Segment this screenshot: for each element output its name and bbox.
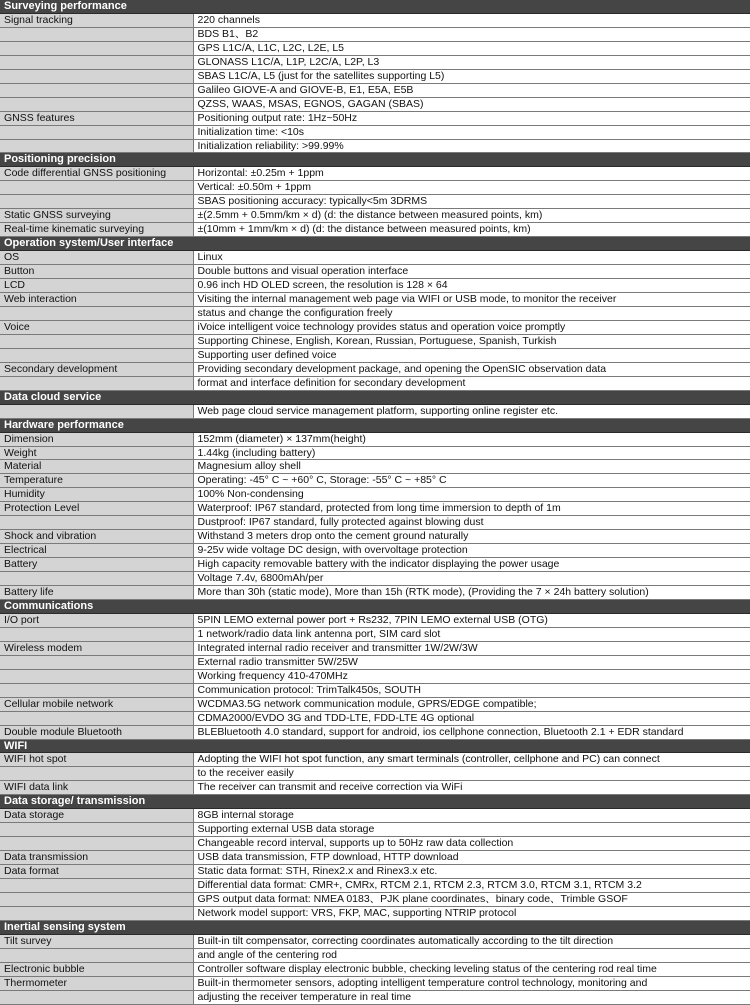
spec-label	[0, 837, 193, 851]
spec-label	[0, 69, 193, 83]
spec-label: Shock and vibration	[0, 530, 193, 544]
spec-label: OS	[0, 251, 193, 265]
spec-value: Horizontal: ±0.25m + 1ppm	[193, 167, 750, 181]
spec-label	[0, 376, 193, 390]
spec-row	[0, 460, 750, 474]
section-title: Data cloud service	[0, 390, 750, 404]
section-header	[0, 237, 750, 251]
spec-row	[0, 516, 750, 530]
spec-value: Controller software display electronic bubble, checking leveling status of the centering rod real time	[193, 962, 750, 976]
spec-label	[0, 683, 193, 697]
spec-label	[0, 669, 193, 683]
spec-label: Code differential GNSS positioning	[0, 167, 193, 181]
spec-label: Battery	[0, 558, 193, 572]
spec-label	[0, 767, 193, 781]
spec-value: status and change the configuration freely	[193, 306, 750, 320]
section-title: Operation system/User interface	[0, 237, 750, 251]
spec-row	[0, 781, 750, 795]
spec-label: Web interaction	[0, 293, 193, 307]
spec-row	[0, 27, 750, 41]
spec-label: Data format	[0, 865, 193, 879]
spec-value: Voltage 7.4v, 6800mAh/per	[193, 572, 750, 586]
spec-label	[0, 572, 193, 586]
spec-label	[0, 906, 193, 920]
spec-label	[0, 627, 193, 641]
spec-row	[0, 293, 750, 307]
spec-value: CDMA2000/EVDO 3G and TDD-LTE, FDD-LTE 4G optional	[193, 711, 750, 725]
spec-row	[0, 865, 750, 879]
spec-label	[0, 181, 193, 195]
spec-row	[0, 544, 750, 558]
spec-row	[0, 83, 750, 97]
section-title: Communications	[0, 599, 750, 613]
spec-label: WIFI data link	[0, 781, 193, 795]
spec-value: ±(2.5mm + 0.5mm/km × d) (d: the distance between measured points, km)	[193, 209, 750, 223]
spec-row	[0, 906, 750, 920]
spec-row	[0, 711, 750, 725]
spec-label: Data transmission	[0, 851, 193, 865]
section-title: Positioning precision	[0, 153, 750, 167]
spec-row	[0, 488, 750, 502]
spec-row	[0, 641, 750, 655]
spec-value: Visiting the internal management web page via WIFI or USB mode, to monitor the receiver	[193, 293, 750, 307]
spec-value: Supporting user defined voice	[193, 348, 750, 362]
spec-value: QZSS, WAAS, MSAS, EGNOS, GAGAN (SBAS)	[193, 97, 750, 111]
spec-label: Material	[0, 460, 193, 474]
spec-row	[0, 306, 750, 320]
spec-label: Dimension	[0, 432, 193, 446]
spec-label: Real-time kinematic surveying	[0, 223, 193, 237]
spec-label: Voice	[0, 320, 193, 334]
spec-label: Temperature	[0, 474, 193, 488]
spec-value: and angle of the centering rod	[193, 948, 750, 962]
spec-value: Working frequency 410-470MHz	[193, 669, 750, 683]
spec-value: Vertical: ±0.50m + 1ppm	[193, 181, 750, 195]
spec-value: GPS L1C/A, L1C, L2C, L2E, L5	[193, 41, 750, 55]
spec-value: Withstand 3 meters drop onto the cement ground naturally	[193, 530, 750, 544]
spec-label: Thermometer	[0, 976, 193, 990]
spec-row	[0, 251, 750, 265]
spec-row	[0, 586, 750, 600]
spec-row	[0, 753, 750, 767]
spec-label: LCD	[0, 279, 193, 293]
spec-value: GPS output data format: NMEA 0183、PJK plane coordinates、binary code、Trimble GSOF	[193, 893, 750, 907]
spec-value: GLONASS L1C/A, L1P, L2C/A, L2P, L3	[193, 55, 750, 69]
spec-row	[0, 55, 750, 69]
spec-label	[0, 948, 193, 962]
spec-value: Static data format: STH, Rinex2.x and Rinex3.x etc.	[193, 865, 750, 879]
spec-row	[0, 502, 750, 516]
spec-row	[0, 990, 750, 1004]
spec-label	[0, 195, 193, 209]
spec-row	[0, 362, 750, 376]
spec-value: 8GB internal storage	[193, 809, 750, 823]
spec-row	[0, 572, 750, 586]
spec-label: Data storage	[0, 809, 193, 823]
spec-row	[0, 97, 750, 111]
spec-value: Linux	[193, 251, 750, 265]
spec-label: Weight	[0, 446, 193, 460]
spec-label: Electrical	[0, 544, 193, 558]
spec-value: 0.96 inch HD OLED screen, the resolution is 128 × 64	[193, 279, 750, 293]
spec-row	[0, 893, 750, 907]
spec-row	[0, 13, 750, 27]
section-header	[0, 599, 750, 613]
spec-value: Supporting Chinese, English, Korean, Russian, Portuguese, Spanish, Turkish	[193, 334, 750, 348]
section-header	[0, 795, 750, 809]
spec-row	[0, 195, 750, 209]
spec-label	[0, 823, 193, 837]
spec-value: 220 channels	[193, 13, 750, 27]
section-header	[0, 390, 750, 404]
spec-label	[0, 893, 193, 907]
section-header	[0, 418, 750, 432]
spec-label	[0, 404, 193, 418]
spec-row	[0, 613, 750, 627]
spec-row	[0, 334, 750, 348]
spec-value: Adopting the WIFI hot spot function, any smart terminals (controller, cellphone and PC) can connect	[193, 753, 750, 767]
spec-label: Static GNSS surveying	[0, 209, 193, 223]
spec-row	[0, 934, 750, 948]
spec-row	[0, 279, 750, 293]
spec-row	[0, 767, 750, 781]
spec-row	[0, 976, 750, 990]
spec-value: Integrated internal radio receiver and transmitter 1W/2W/3W	[193, 641, 750, 655]
spec-value: Network model support: VRS, FKP, MAC, supporting NTRIP protocol	[193, 906, 750, 920]
spec-label: Battery life	[0, 586, 193, 600]
spec-row	[0, 111, 750, 125]
spec-label: Button	[0, 265, 193, 279]
spec-value: Web page cloud service management platform, supporting online register etc.	[193, 404, 750, 418]
spec-row	[0, 474, 750, 488]
spec-label: Wireless modem	[0, 641, 193, 655]
spec-value: 1 network/radio data link antenna port, SIM card slot	[193, 627, 750, 641]
spec-label: Double module Bluetooth	[0, 725, 193, 739]
section-title: Data storage/ transmission	[0, 795, 750, 809]
spec-label: WIFI hot spot	[0, 753, 193, 767]
spec-label	[0, 306, 193, 320]
spec-value: External radio transmitter 5W/25W	[193, 655, 750, 669]
spec-label: Cellular mobile network	[0, 697, 193, 711]
spec-value: Differential data format: CMR+, CMRx, RTCM 2.1, RTCM 2.3, RTCM 3.0, RTCM 3.1, RTCM 3.2	[193, 879, 750, 893]
spec-row	[0, 627, 750, 641]
spec-row	[0, 41, 750, 55]
spec-label	[0, 139, 193, 153]
spec-label: Electronic bubble	[0, 962, 193, 976]
spec-value: 5PIN LEMO external power port + Rs232, 7PIN LEMO external USB (OTG)	[193, 613, 750, 627]
spec-row	[0, 669, 750, 683]
spec-value: iVoice intelligent voice technology provides status and operation voice promptly	[193, 320, 750, 334]
spec-label	[0, 97, 193, 111]
spec-row	[0, 823, 750, 837]
spec-label: GNSS features	[0, 111, 193, 125]
spec-row	[0, 962, 750, 976]
spec-value: 100% Non-condensing	[193, 488, 750, 502]
spec-label: Humidity	[0, 488, 193, 502]
spec-value: BDS B1、B2	[193, 27, 750, 41]
spec-row	[0, 348, 750, 362]
spec-value: SBAS positioning accuracy: typically<5m 3DRMS	[193, 195, 750, 209]
spec-row	[0, 432, 750, 446]
spec-value: 152mm (diameter) × 137mm(height)	[193, 432, 750, 446]
spec-value: Built-in thermometer sensors, adopting intelligent temperature control technology, monitoring and	[193, 976, 750, 990]
section-title: Hardware performance	[0, 418, 750, 432]
spec-label	[0, 41, 193, 55]
spec-value: Initialization reliability: >99.99%	[193, 139, 750, 153]
spec-label	[0, 516, 193, 530]
spec-value: format and interface definition for secondary development	[193, 376, 750, 390]
section-header	[0, 920, 750, 934]
spec-value: Magnesium alloy shell	[193, 460, 750, 474]
spec-value: Providing secondary development package, and opening the OpenSIC observation data	[193, 362, 750, 376]
spec-row	[0, 320, 750, 334]
section-title: Inertial sensing system	[0, 920, 750, 934]
spec-value: ±(10mm + 1mm/km × d) (d: the distance between measured points, km)	[193, 223, 750, 237]
spec-label: Protection Level	[0, 502, 193, 516]
spec-value: Initialization time: <10s	[193, 125, 750, 139]
spec-label	[0, 655, 193, 669]
spec-row	[0, 265, 750, 279]
spec-value: Operating: -45° C ~ +60° C, Storage: -55° C ~ +85° C	[193, 474, 750, 488]
spec-row	[0, 809, 750, 823]
spec-value: Communication protocol: TrimTalk450s, SOUTH	[193, 683, 750, 697]
spec-row	[0, 446, 750, 460]
spec-value: The receiver can transmit and receive correction via WiFi	[193, 781, 750, 795]
spec-label	[0, 83, 193, 97]
spec-value: Supporting external USB data storage	[193, 823, 750, 837]
spec-row	[0, 209, 750, 223]
spec-value: Waterproof: IP67 standard, protected from long time immersion to depth of 1m	[193, 502, 750, 516]
spec-value: adjusting the receiver temperature in real time	[193, 990, 750, 1004]
spec-value: More than 30h (static mode), More than 15h (RTK mode), (Providing the 7 × 24h battery solution)	[193, 586, 750, 600]
spec-row	[0, 558, 750, 572]
spec-label	[0, 990, 193, 1004]
spec-row	[0, 167, 750, 181]
spec-row	[0, 139, 750, 153]
spec-label	[0, 125, 193, 139]
spec-value: High capacity removable battery with the indicator displaying the power usage	[193, 558, 750, 572]
spec-value: Dustproof: IP67 standard, fully protected against blowing dust	[193, 516, 750, 530]
spec-row	[0, 655, 750, 669]
spec-row	[0, 125, 750, 139]
section-title: WIFI	[0, 739, 750, 753]
spec-label	[0, 348, 193, 362]
spec-value: Changeable record interval, supports up to 50Hz raw data collection	[193, 837, 750, 851]
spec-value: SBAS L1C/A, L5 (just for the satellites supporting L5)	[193, 69, 750, 83]
spec-value: Galileo GIOVE-A and GIOVE-B, E1, E5A, E5B	[193, 83, 750, 97]
spec-row	[0, 376, 750, 390]
spec-value: Positioning output rate: 1Hz~50Hz	[193, 111, 750, 125]
spec-row	[0, 851, 750, 865]
section-header	[0, 0, 750, 13]
section-title: Surveying performance	[0, 0, 750, 13]
spec-value: USB data transmission, FTP download, HTTP download	[193, 851, 750, 865]
spec-row	[0, 683, 750, 697]
spec-label	[0, 55, 193, 69]
section-header	[0, 739, 750, 753]
spec-row	[0, 837, 750, 851]
spec-label: Tilt survey	[0, 934, 193, 948]
spec-label	[0, 879, 193, 893]
spec-row	[0, 725, 750, 739]
spec-label	[0, 711, 193, 725]
spec-row	[0, 948, 750, 962]
spec-row	[0, 697, 750, 711]
spec-label: I/O port	[0, 613, 193, 627]
spec-row	[0, 404, 750, 418]
spec-label: Signal tracking	[0, 13, 193, 27]
spec-label	[0, 27, 193, 41]
spec-row	[0, 181, 750, 195]
spec-row	[0, 879, 750, 893]
section-header	[0, 153, 750, 167]
spec-value: 1.44kg (including battery)	[193, 446, 750, 460]
spec-label	[0, 334, 193, 348]
spec-value: BLEBluetooth 4.0 standard, support for android, ios cellphone connection, Bluetooth 2.1 + EDR standard	[193, 725, 750, 739]
spec-value: 9-25v wide voltage DC design, with overvoltage protection	[193, 544, 750, 558]
spec-value: Double buttons and visual operation interface	[193, 265, 750, 279]
spec-value: Built-in tilt compensator, correcting coordinates automatically according to the tilt direction	[193, 934, 750, 948]
spec-row	[0, 223, 750, 237]
spec-label: Secondary development	[0, 362, 193, 376]
spec-value: to the receiver easily	[193, 767, 750, 781]
spec-row	[0, 69, 750, 83]
spec-row	[0, 530, 750, 544]
spec-value: WCDMA3.5G network communication module, GPRS/EDGE compatible;	[193, 697, 750, 711]
